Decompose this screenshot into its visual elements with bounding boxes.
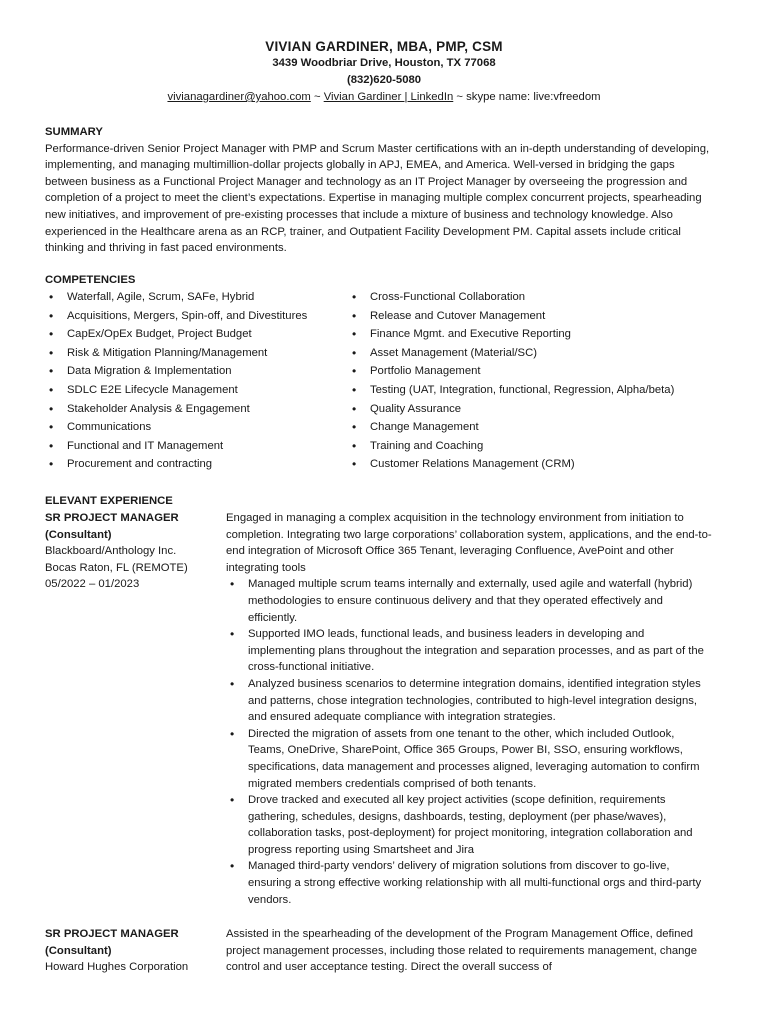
job-bullet: • Managed multiple scrum teams internally and externally, used agile and waterfall (hybrid) methodologies to ensure continuous delivery and that they operated effectively and efficiently.	[226, 576, 712, 626]
job-entry	[45, 926, 717, 1024]
separator: ~	[310, 91, 324, 103]
competency-item: • Release and Cutover Management	[348, 307, 674, 326]
competency-item: • Acquisitions, Mergers, Spin-off, and Divestitures	[45, 307, 307, 326]
job-bullets	[226, 576, 712, 908]
job-dates: 05/2022 – 01/2023	[45, 578, 140, 591]
job-details	[226, 926, 712, 976]
competency-item: • SDLC E2E Lifecycle Management	[45, 381, 307, 400]
competency-item: • Training and Coaching	[348, 437, 674, 456]
competency-item: • Waterfall, Agile, Scrum, SAFe, Hybrid	[45, 288, 307, 307]
job-bullet: • Drove tracked and executed all key project activities (scope definition, requirements gathering, schedules, designs, dashboards, testing, deployment (per phase/waves), collaboration tasks, post-deployment) for project monitoring, integration collaboration and progress reporting using Smartsheet and Jira	[226, 792, 712, 858]
contact-line	[0, 89, 768, 106]
job-details	[226, 510, 712, 908]
experience-heading: ELEVANT EXPERIENCE	[45, 495, 173, 507]
job-title: SR PROJECT MANAGER	[45, 512, 179, 524]
job-bullet: • Managed third-party vendors’ delivery of migration solutions from discover to go-live, ensuring a strong effective working relationship with all multi-functional orgs and third-party vendors.	[226, 858, 712, 908]
job-title: SR PROJECT MANAGER	[45, 928, 179, 940]
job-intro: Engaged in managing a complex acquisition in the technology environment from initiation to completion. Integrating two large corporations’ collaboration system, applications, and the end-to-end integration of Microsoft Office 365 Tenant, leveraging Confluence, AvePoint and other integrating tools	[226, 512, 712, 574]
competency-item: • Data Migration & Implementation	[45, 362, 307, 381]
job-location: Bocas Raton, FL (REMOTE)	[45, 561, 188, 574]
competency-item: • Asset Management (Material/SC)	[348, 344, 674, 363]
competency-item: • Testing (UAT, Integration, functional, Regression, Alpha/beta)	[348, 381, 674, 400]
phone: (832)620-5080	[346, 74, 422, 86]
competencies-heading: COMPETENCIES	[45, 274, 136, 286]
competency-item: • Procurement and contracting	[45, 455, 307, 474]
resume-header	[0, 38, 768, 106]
competency-item: • Risk & Mitigation Planning/Management	[45, 344, 307, 363]
summary-section	[45, 124, 717, 257]
linkedin-link[interactable]: Vivian Gardiner | LinkedIn	[323, 91, 454, 103]
job-company: Blackboard/Anthology Inc.	[45, 545, 177, 558]
summary-heading: SUMMARY	[45, 126, 103, 138]
job-bullet: • Directed the migration of assets from one tenant to the other, which included Outlook, Teams, OneDrive, SharePoint, Office 365 Groups, Power BI, SSO, ensuring workflows, specifications, data management and processes aligned, leveraging automation to confirm migrated members credentials comprised of both tenants.	[226, 726, 712, 792]
competency-item: • Cross-Functional Collaboration	[348, 288, 674, 307]
job-entry	[45, 510, 717, 910]
competencies-left-column	[45, 288, 307, 474]
experience-heading-block	[45, 493, 717, 510]
job-role: (Consultant)	[45, 528, 112, 541]
email-link[interactable]: vivianagardiner@yahoo.com	[167, 91, 311, 103]
competency-item: • Finance Mgmt. and Executive Reporting	[348, 325, 674, 344]
skype-name: skype name: live:vfreedom	[466, 91, 601, 103]
competency-item: • Portfolio Management	[348, 362, 674, 381]
summary-text: Performance-driven Senior Project Manager with PMP and Scrum Master certifications with an in-depth understanding of developing, implementing, and managing multimillion-dollar projects globally in APJ, EMEA, and America. Well-versed in bridging the gaps between business as a Functional Project Manager and technology as an IT Project Manager by overseeing the progression and completion of a project to meet the client’s expectations. Expertise in managing multiple complex concurrent projects, spearheading new initiatives, and improvement of pre-existing processes that include a mixture of business and technology knowledge. Also experienced in the Healthcare arena as an RCP, trainer, and Outpatient Facility Development PM. Capital assets include critical thinking and thriving in fast paced environments.	[45, 142, 710, 255]
job-role: (Consultant)	[45, 944, 112, 957]
competency-item: • Communications	[45, 418, 307, 437]
job-meta	[45, 926, 225, 976]
job-company: Howard Hughes Corporation	[45, 961, 189, 974]
candidate-name: VIVIAN GARDINER, MBA, PMP, CSM	[265, 39, 503, 54]
job-meta	[45, 510, 225, 593]
competency-item: • Functional and IT Management	[45, 437, 307, 456]
competencies-right-column	[348, 288, 674, 474]
job-bullet: • Supported IMO leads, functional leads, and business leaders in developing and implementing plans throughout the integration and separation processes, and as part of the cross-functional initiative.	[226, 626, 712, 676]
competency-item: • CapEx/OpEx Budget, Project Budget	[45, 325, 307, 344]
competency-item: • Quality Assurance	[348, 400, 674, 419]
address: 3439 Woodbriar Drive, Houston, TX 77068	[272, 57, 496, 69]
competency-item: • Stakeholder Analysis & Engagement	[45, 400, 307, 419]
competency-item: • Change Management	[348, 418, 674, 437]
separator: ~	[453, 91, 467, 103]
job-bullet: • Analyzed business scenarios to determine integration domains, identified integration styles and patterns, chose integration technologies, contributed to high-level integration designs, and ensured adequate compliance with integration strategies.	[226, 676, 712, 726]
competencies-heading-block	[45, 272, 717, 289]
competency-item: • Customer Relations Management (CRM)	[348, 455, 674, 474]
job-intro: Assisted in the spearheading of the development of the Program Management Office, defined project management processes, including those related to requirements management, change control and user acceptance testing. Direct the overall success of	[226, 928, 697, 974]
competencies-section	[45, 288, 717, 478]
